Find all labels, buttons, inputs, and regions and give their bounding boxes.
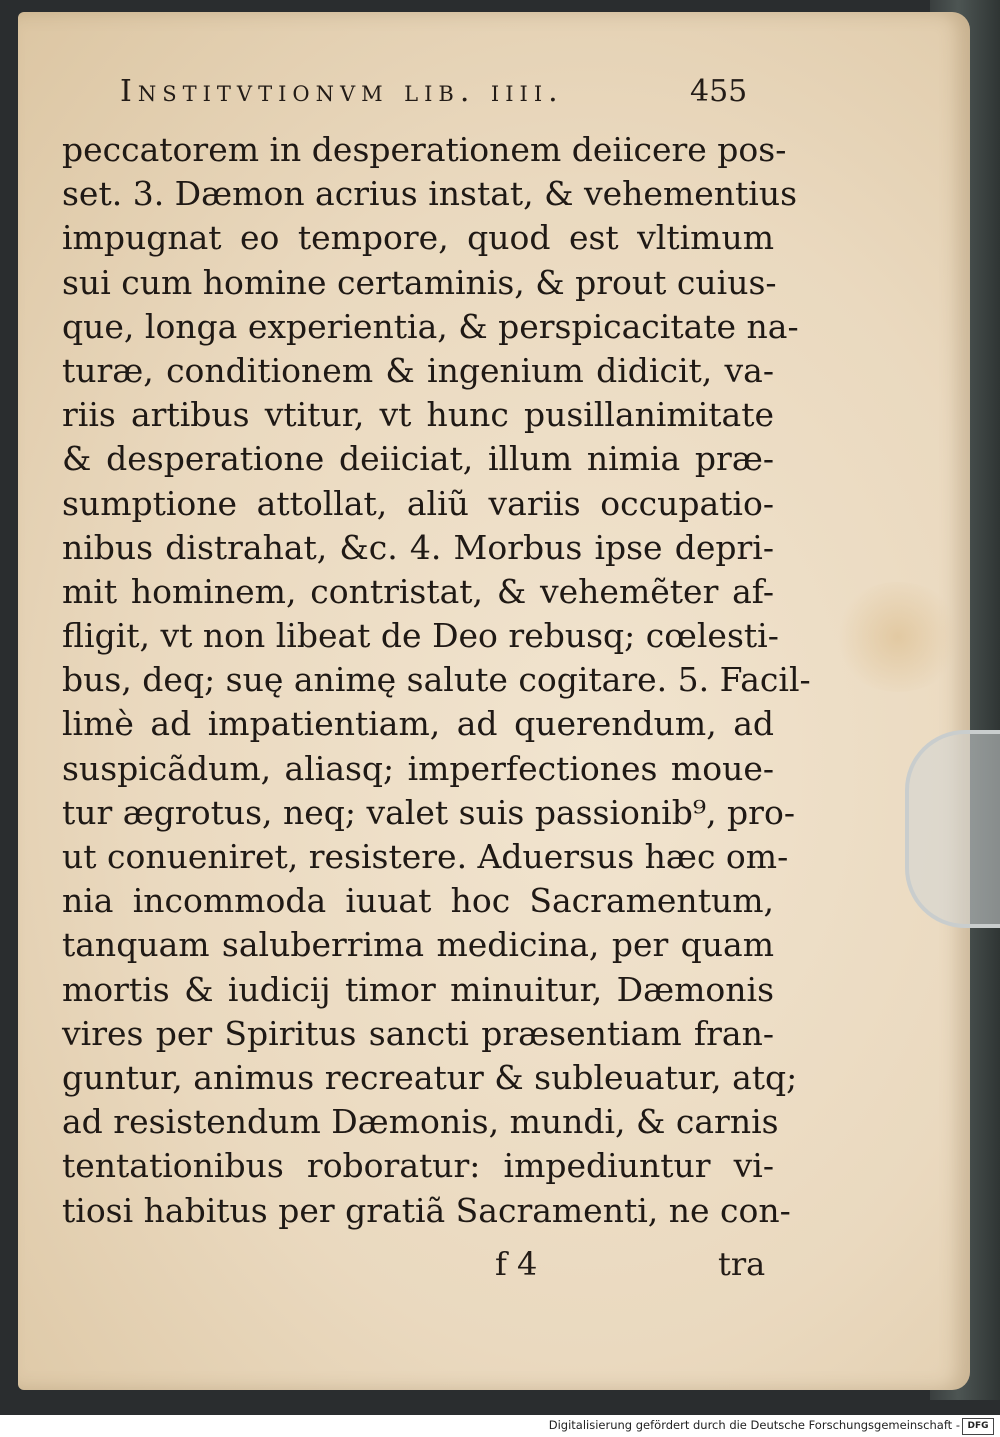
- text-line: riis artibus vtitur, vt hunc pusillanimitate: [62, 395, 774, 435]
- text-line: nia incommoda iuuat hoc Sacramentum,: [62, 881, 774, 921]
- text-line: & desperatione deiiciat, illum nimia præ-: [62, 439, 774, 479]
- text-line: set. 3. Dæmon acrius instat, & vehementius: [62, 174, 798, 214]
- text-line: ut conueniret, resistere. Aduersus hæc om-: [62, 837, 789, 876]
- text-line: bus, deq; suę animę salute cogitare. 5. Facil-: [62, 660, 811, 700]
- text-line: limè ad impatientiam, ad querendum, ad: [62, 704, 774, 744]
- text-line: que, longa experientia, & perspicacitate na-: [62, 306, 799, 346]
- paper-stain: [833, 582, 963, 692]
- text-line: tur ægrotus, neq; valet suis passionib⁹, pro-: [62, 792, 795, 832]
- catchword: tra: [718, 1245, 766, 1283]
- text-line: sumptione attollat, aliũ variis occupatio-: [62, 483, 774, 523]
- text-line: suspicãdum, aliasq; imperfectiones moue-: [62, 748, 774, 788]
- text-line: tiosi habitus per gratiã Sacramenti, ne con-: [62, 1190, 791, 1230]
- text-line: guntur, animus recreatur & subleuatur, atq;: [62, 1057, 798, 1097]
- text-line: peccatorem in desperationem deiicere pos-: [62, 130, 787, 169]
- signature-mark: f 4: [495, 1245, 538, 1283]
- running-title: Institvtionvm lib. iiii.: [120, 74, 564, 109]
- text-line: impugnat eo tempore, quod est vltimum: [62, 218, 774, 258]
- text-line: tentationibus roboratur: impediuntur vi-: [62, 1146, 774, 1186]
- text-line: mortis & iudicij timor minuitur, Dæmonis: [62, 969, 774, 1009]
- text-line: turæ, conditionem & ingenium didicit, va-: [62, 350, 774, 390]
- text-line: tanquam saluberrima medicina, per quam: [62, 925, 774, 965]
- text-line: mit hominem, contristat, & vehemẽter af-: [62, 571, 774, 611]
- credit-bar: [0, 1415, 1000, 1437]
- page-header: [0, 74, 1000, 114]
- text-line: fligit, vt non libeat de Deo rebusq; cœlesti-: [62, 616, 779, 656]
- text-line: vires per Spiritus sancti præsentiam fran-: [62, 1013, 774, 1053]
- text-line: sui cum homine certaminis, & prout cuius-: [62, 262, 777, 302]
- text-line: ad resistendum Dæmonis, mundi, & carnis: [62, 1102, 779, 1142]
- page-number: 455: [690, 74, 748, 109]
- page-clip: [905, 730, 1000, 928]
- dfg-logo-icon: DFG: [962, 1418, 994, 1435]
- text-line: nibus distrahat, &c. 4. Morbus ipse depri-: [62, 527, 774, 567]
- body-text: [62, 128, 811, 1233]
- funding-credit: Digitalisierung gefördert durch die Deutsche Forschungsgemeinschaft -: [548, 1418, 960, 1432]
- page-footer: [0, 1245, 1000, 1285]
